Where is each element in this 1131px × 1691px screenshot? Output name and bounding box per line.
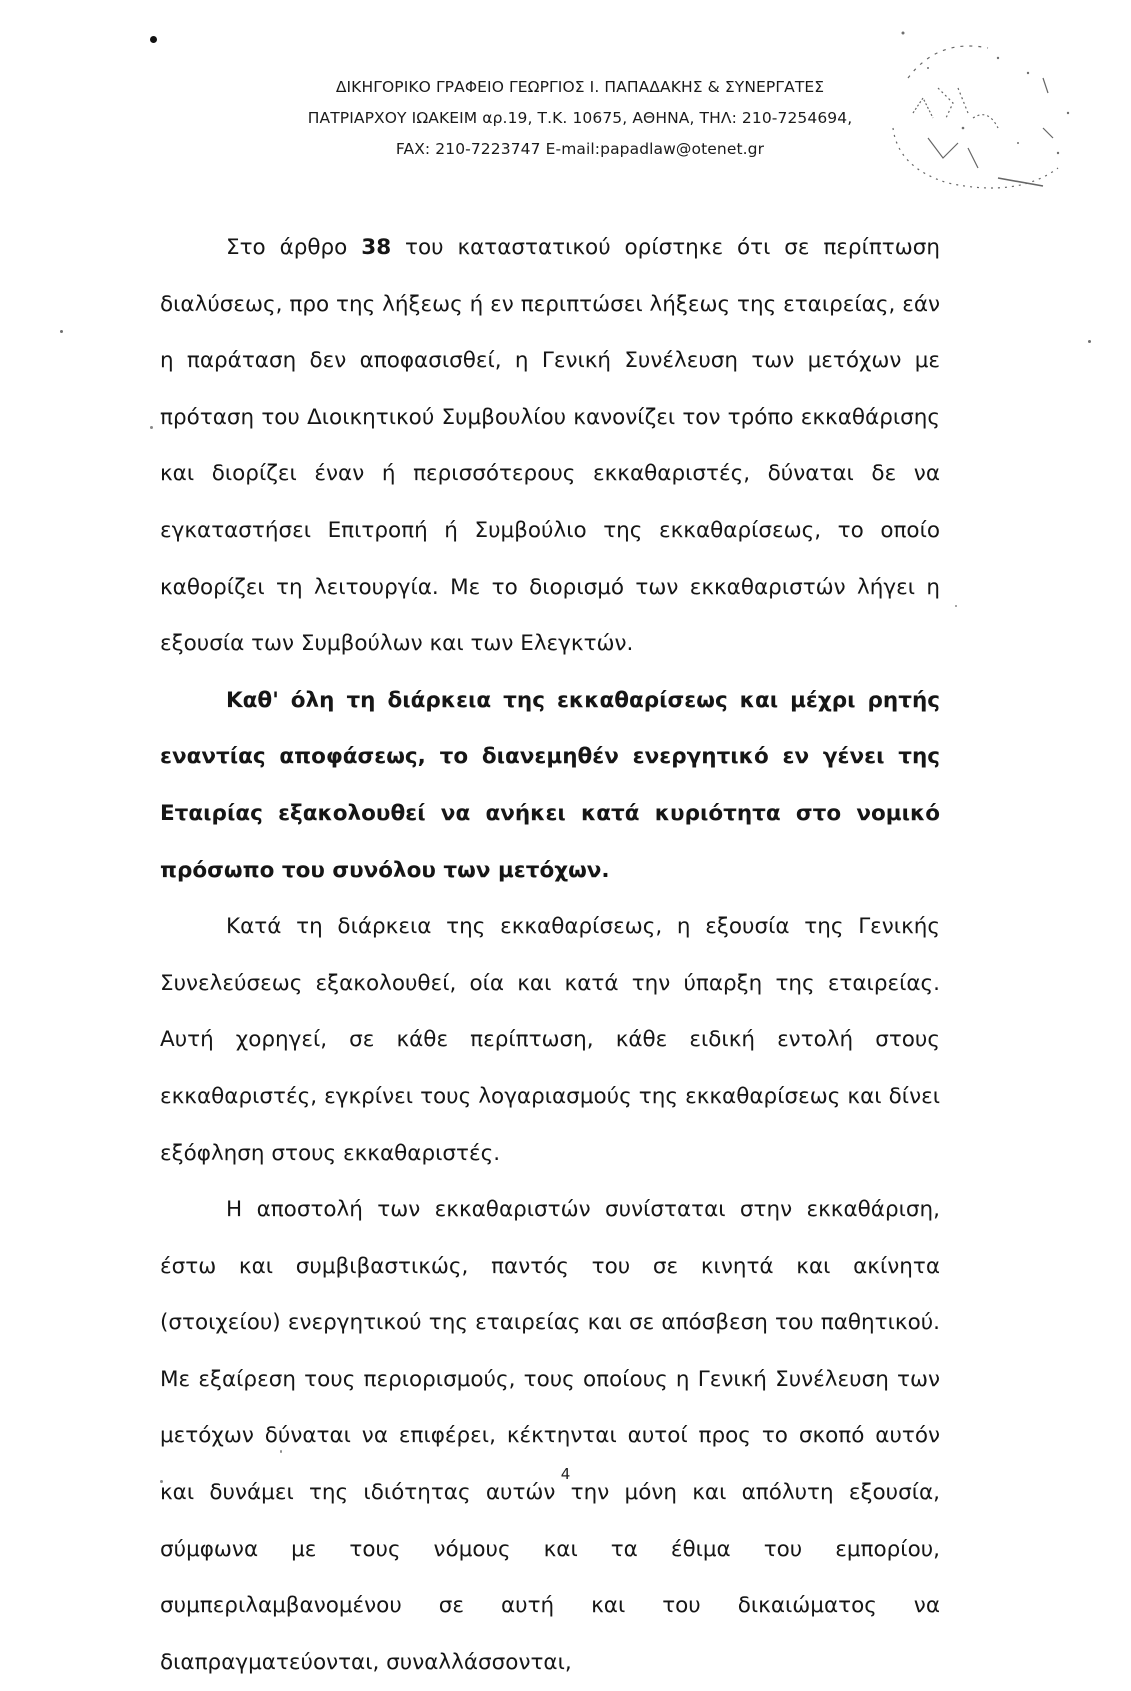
article-number: 38 [361, 235, 392, 260]
firm-contact: FAX: 210-7223747 E-mail:papadlaw@otenet.gr [395, 140, 765, 158]
paragraph-liquidators-mission: Η αποστολή των εκκαθαριστών συνίσταται στην εκκαθάριση, έστω και συμβιβαστικώς, παντός του σε κινητά και ακίνητα (στοιχείου) ενεργητικού της εταιρείας και σε απόσβεση του παθητικού. Με εξαίρεση τους περιορισμούς, τους οποίους η Γενική Συνέλευση των μετόχων δύναται να επιφέρει, κέκτηνται αυτοί προς το σκοπό αυτόν και δυνάμει της ιδιότητας αυτών την μόνη και απόλυτη εξουσία, σύμφωνα με τους νόμους και τα έθιμα του εμπορίου, συμπεριλαμβανομένου σε αυτή και του δικαιώματος να διαπραγματεύονται, συναλλάσσονται, [160, 1197, 940, 1675]
scan-speck [955, 605, 957, 607]
paragraph-bold-assets: Καθ' όλη τη διάρκεια της εκκαθαρίσεως και μέχρι ρητής εναντίας αποφάσεως, το διανεμηθέν ενεργητικό εν γένει της Εταιρίας εξακολουθεί να ανήκει κατά κυριότητα στο νομικό πρόσωπο του συνόλου των μετόχων. [160, 687, 940, 883]
paragraph-article-38: Στο άρθρο 38 του καταστατικού ορίστηκε ότι σε περίπτωση διαλύσεως, προ της λήξεως ή εν περιπτώσει λήξεως της εταιρείας, εάν η παράταση δεν αποφασισθεί, η Γενική Συνέλευση των μετόχων με πρόταση του Διοικητικού Συμβουλίου κανονίζει τον τρόπο εκκαθάρισης και διορίζει έναν ή περισσότερους εκκαθαριστές, δύναται δε να εγκαταστήσει Επιτροπή ή Συμβούλιο της εκκαθαρίσεως, το οποίο καθορίζει τη λειτουργία. Με το διορισμό των εκκαθαριστών λήγει η εξουσία των Συμβούλων και των Ελεγκτών. [160, 235, 940, 657]
scan-speck [1088, 340, 1091, 343]
firm-name: ΔΙΚΗΓΟΡΙΚΟ ΓΡΑΦΕΙΟ ΓΕΩΡΓΙΟΣ Ι. ΠΑΠΑΔΑΚΗΣ & ΣΥΝΕΡΓΑΤΕΣ [335, 78, 825, 96]
paragraph-general-meeting: Κατά τη διάρκεια της εκκαθαρίσεως, η εξουσία της Γενικής Συνελεύσεως εξακολουθεί, οία και κατά την ύπαρξη της εταιρείας. Αυτή χορηγεί, σε κάθε περίπτωση, κάθε ειδική εντολή στους εκκαθαριστές, εγκρίνει τους λογαριασμούς της εκκαθαρίσεως και δίνει εξόφληση στους εκκαθαριστές. [160, 914, 940, 1166]
page-number: 4 [560, 1465, 571, 1483]
seal-stamp-icon [868, 18, 1098, 198]
scan-speck [60, 330, 63, 333]
scan-speck [150, 36, 157, 43]
letterhead [270, 72, 890, 165]
scan-speck [150, 426, 153, 429]
firm-address: ΠΑΤΡΙΑΡΧΟΥ ΙΩΑΚΕΙΜ αρ.19, Τ.Κ. 10675, ΑΘΗΝΑ, ΤΗΛ: 210-7254694, [307, 109, 853, 127]
